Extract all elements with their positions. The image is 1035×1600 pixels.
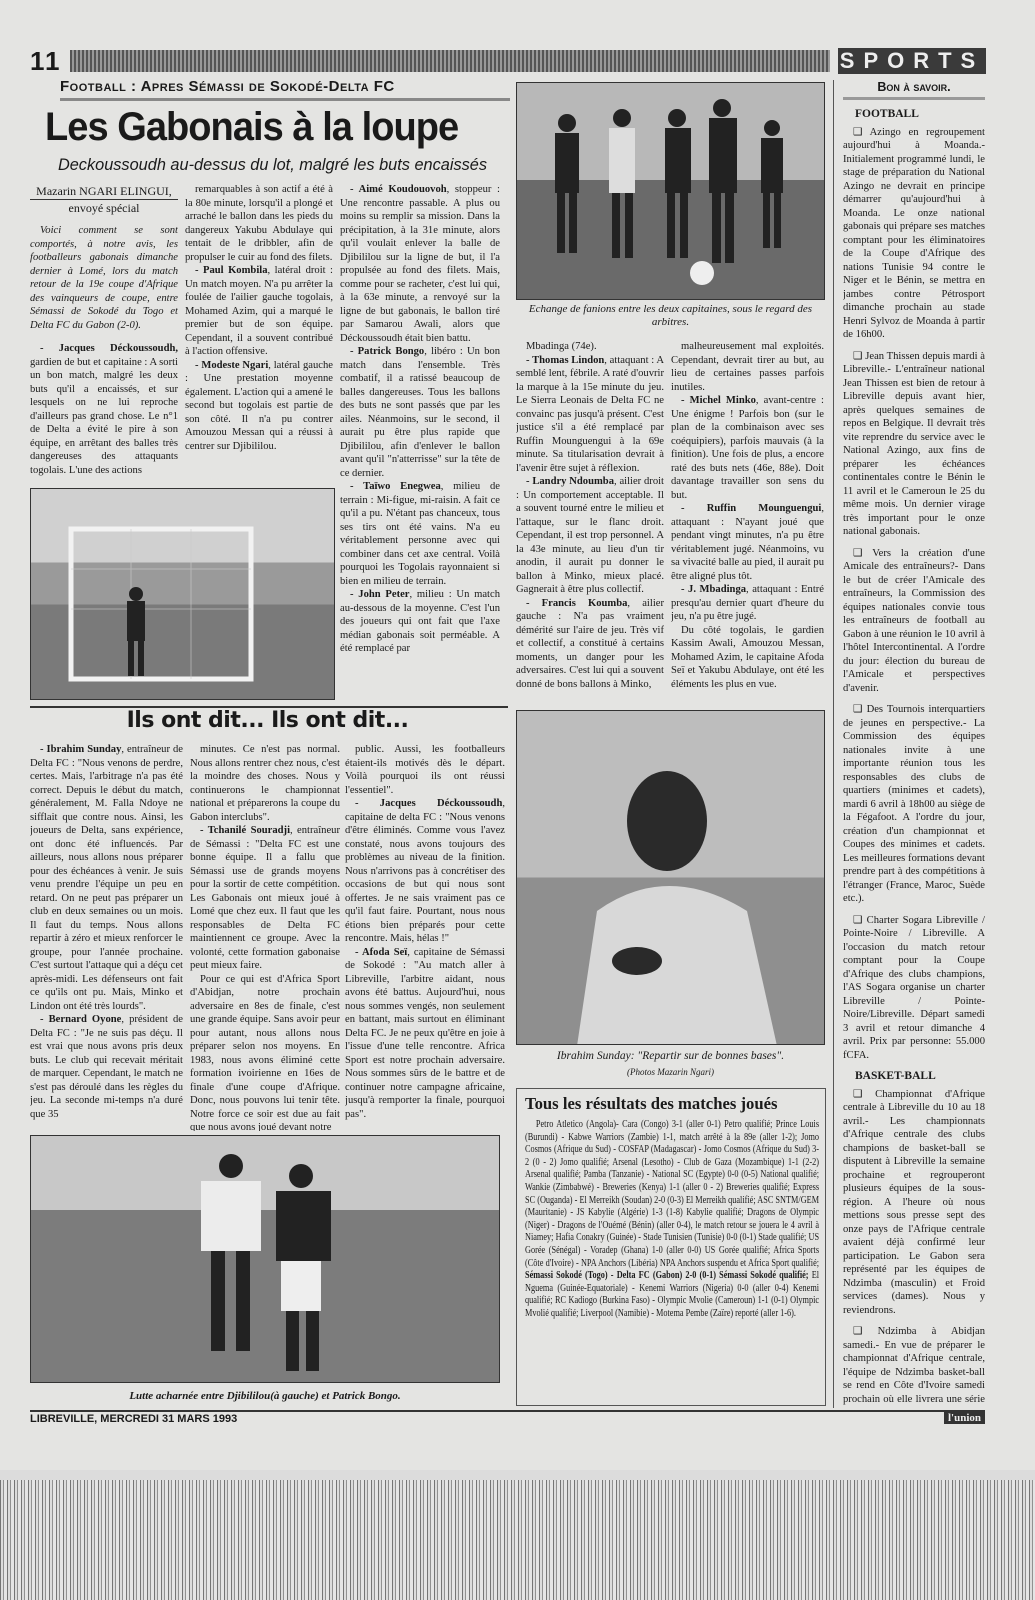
news-brief xyxy=(843,914,985,1063)
paragraph xyxy=(516,475,664,597)
paragraph-text: , libéro : Un bon match dans l'ensemble. Très combatif, il a ratissé beaucoup de balles dangereuses. Tous les ballons des buts ne sont passés que par les ailes. Néanmoins, sur le second, il aurait pu être plus rapide que Djibililou, afin d'enlever le ballon avant qu'il "n'atterrisse" sur la tête de ce dernier. xyxy=(340,346,500,479)
paragraph-text: , stoppeur : Une rencontre passable. A plus ou moins su remplir sa mission. Dans la précipitation, à la 31e minute, alors qu'il voulait enlever la balle de Djibililou sur la ligne de but, il l'a propulsée au fond des filets. Mais, comme pour se racheter, c'est lui qui, à la 63e minute, a renvoyé sur la ligne de but gabonais, le ballon tiré par Samarou Awali, alors que Déckoussoudh était bien battu. xyxy=(340,184,500,344)
paragraph-text: public. Aussi, les footballeurs étaient-ils motivés dès le départ. Voilà pourquoi ils ont réussi l'essentiel". xyxy=(345,744,505,796)
checkbox-square-icon: ❑ xyxy=(853,704,867,715)
brief-text: Vers la création d'une Amicale des entraîneurs?- Dans le but de créer l'Amicale des entraîneurs, la Commission des équipes nationales convie tous les entraîneurs de football au Gabon à une réunion le 10 avril à l'hôtel Intercontinental. A l'ordre du jour: élection du bureau de l'Amicale et perspectives d'avenir. xyxy=(843,547,985,694)
brief-text: Ndzimba à Abidjan samedi.- En vue de préparer le championnat d'Afrique centrale, l'équipe de Ndzimba basket-ball se rend en Côte d'Ivoire samedi prochain où elle livrera une série xyxy=(843,1326,985,1405)
checkbox-square-icon: ❑ xyxy=(853,350,866,362)
results-box xyxy=(516,1088,826,1406)
article-column-3 xyxy=(340,183,500,698)
news-brief xyxy=(843,1325,985,1408)
quotes-column-2 xyxy=(190,743,340,1131)
player-name: - Michel Minko xyxy=(681,395,756,406)
author-role: envoyé spécial xyxy=(68,201,140,215)
section-label: SPORTS xyxy=(839,48,985,73)
player-name: - Taïwo Enegwea xyxy=(350,481,441,492)
results-highlight: Sémassi Sokodé (Togo) - Delta FC (Gabon) 2-0 (0-1) Sémassi Sokodé qualifié; xyxy=(525,1270,809,1282)
masthead-logo: l'union xyxy=(944,1412,985,1424)
player-name: - Francis Koumba xyxy=(526,597,628,609)
paragraph-text: , attaquant : Entré presqu'au dernier quart d'heure du jeu, n'a pu être jugé. xyxy=(671,584,824,622)
news-brief xyxy=(843,126,985,342)
paragraph-text: , entraîneur de Delta FC : "Nous venons de perdre, certes. Mais, l'arbitrage n'a pas été correct. Depuis le début du match, généralement, M. Falla Ndoye ne sifflait que contre nous. Ainsi, les joueurs de Delta, sans expérience, ont donc été influencés. Par ailleurs, nous allons nous préparer pour des échéances à venir. Je suis venu prendre l'équipe un peu en retard. On ne peut pas préparer un club en deux semaines ou un mois. Il faut du temps. Nous allons repartir à zéro et mieux renforcer le groupe, pour l'année prochaine. C'est surtout l'attaque qui a déçu cet après-midi. Les défenseurs ont fait ce qu'ils ont pu. Mais, Minko et Lindon ont été très lourds". xyxy=(30,744,183,1012)
player-name: - John Peter xyxy=(350,589,410,600)
bon-a-savoir-sidebar xyxy=(843,80,985,1408)
paragraph xyxy=(185,359,333,454)
player-name: - Landry Ndoumba xyxy=(526,476,614,487)
brief-text: Azingo en regroupement aujourd'hui à Moanda.- Initialement programmé lundi, le stage de préparation du National Azingo ne devrait en principe démarrer qu'aujourd'hui à Moanda. Le onze national gabonais qui prépare ses matches comptant pour les éliminatoires de la Coupe d'Afrique des nations Tunisie 94 contre le Niger et le Bénin, se mettra en jambes contre Pétrosport dimanche prochain au stade Henri Sylvoz de Moanda à partir de 16h00. xyxy=(843,126,985,340)
player-name: - Paul Kombila xyxy=(195,265,268,276)
paragraph-text: , attaquant : N'ayant joué que pendant vingt minutes, n'a pu être véritablement jugé. Néanmoins, vu sa vivacité balle au pied, il aurait pu être aligné plus tôt. xyxy=(671,503,824,582)
paragraph xyxy=(671,340,824,394)
paragraph-text: , ailier droit : Un comportement acceptable. Il a souvent tourné entre le milieu et l'attaque, sur le flanc droit. Cependant, il est trop personnel. A la 43e minute, au lieu d'un tir anodin, il aurait pu donner le ballon à Minko, mieux placé. Gagnerait à être plus collectif. xyxy=(516,476,664,595)
paragraph xyxy=(30,342,178,477)
paragraph xyxy=(30,743,183,1013)
sidebar-title: Bon à savoir. xyxy=(843,80,985,100)
article-subtitle-text: Deckoussoudh au-dessus du lot, malgré les buts encaissés xyxy=(57,155,488,174)
paragraph xyxy=(340,480,500,588)
paragraph xyxy=(190,973,340,1132)
paragraph-text: , capitaine de delta FC : "Nous venons d'être éliminés. Comme vous l'avez constaté, nous avons toujours des problèmes au niveau de la finition. Nous n'arrivons pas à concrétiser des occasions de but qui nous sont offertes. Je ne sais vraiment pas ce qu'il faut faire. Pourtant, nous nous étions bien préparés pour cette rencontre. Mais, hélas !" xyxy=(345,798,505,944)
player-name: - Modeste Ngari xyxy=(195,359,269,371)
results-list: Petro Atletico (Angola)- Cara (Congo) 3-1 (aller 0-1) Petro qualifié; Prince Louis (Burundi) - Kabwe Warriors (Zambie) 1-1, match arrêté à la 89e (aller 1-2); Jomo Cosmos (Afrique du Sud) - COSFAP (Madagascar) - Jomo Cosmos (Afrique du Sud) 3-2 (0 - 2) Jomo qualifié; Arsenal (Lesotho) - Club de Gaza (Mozambique) 1-1 (2-2) Arsenal qualifié; Pamba (Tanzanie) - National SC (Egypte) 0-0 (0-5) National qualifié; Wankie (Zimbabwé) - Breweries (Kenya) 1-1 (aller 0 - 2) Breweries qualifié; Express SC (Ouganda) - El Merreikh (Soudan) 2-0 (0-3) El Merreikh qualifié; ASC SNTM/GEM (Mauritanie) - JS Kabylie (Algérie) 1-3 (1-8) Kabylie qualifié; Dragons de Olympic (Niger) - Dragons de l'Ouémé (Bénin) (aller 0-4), le match retour se jouera le 4 avril à Niamey; Hafia Conakry (Guinée) - Stade Tunisien (Tunisie) 0-0 (0-1) Stade qualifié; US Gorée (Sénégal) - Voradep (Ghana) 1-0 (aller 0-0) US Gorée qualifié; Africa Sports (Côte d'Ivoire) - NPA Anchors (Libéria) NPA Anchors suspendu et Africa Sport qualifié; xyxy=(525,1119,820,1269)
paragraph xyxy=(671,394,824,502)
player-name: - J. Mbadinga xyxy=(681,584,747,595)
quotes-column-1 xyxy=(30,743,183,1131)
paragraph-text: gardien de but et capitaine : A sorti un bon match, malgré les deux buts qu'il a encaissés, et sur lesquels on ne lui reproche d'ailleurs pas grand chose. Le n°1 de Delta a évité le pire à son équipe, en arrêtant des balles très dangereuses des attaquants togolais. L'une des actions xyxy=(30,356,178,476)
article-title-text: Les Gabonais à la loupe xyxy=(45,105,459,149)
results-title xyxy=(525,1093,817,1115)
checkbox-square-icon: ❑ xyxy=(853,1088,876,1100)
paragraph xyxy=(190,743,340,824)
paragraph xyxy=(340,588,500,656)
paragraph-text: minutes. Ce n'est pas normal. Nous allons rentrer chez nous, c'est la moindre des choses. Nous y continuerons le championnat national et préparerons la coupe du Gabon interclubs". xyxy=(190,744,340,823)
photo-captains-caption: Echange de fanions entre les deux capitaines, sous le regard des arbitres. xyxy=(528,303,813,328)
photo-ibrahim-sunday xyxy=(516,710,825,1045)
paragraph-text: , entraîneur de Sémassi : "Delta FC est une bonne équipe. Il a fallu que Sémassi use de grands moyens pour la sortir de cette compétition. Les Gabonais ont mieux joué à Lomé que chez eux. Il faut que les responsables de Delta FC maintiennent ce groupe. Avec la volonté, cette formation gabonaise peut mieux faire. xyxy=(190,825,340,971)
paragraph-text: , latéral droit : Un match moyen. N'a pu arrêter la foulée de l'ailier gauche togolais, Mohamed Azim, qui a marqué le premier but de son équipe. Cependant, il a souvent contribué à l'action offensive. xyxy=(185,265,333,357)
paragraph xyxy=(671,624,824,692)
checkbox-square-icon: ❑ xyxy=(853,914,867,926)
player-name: - Jacques Déckoussoudh xyxy=(355,798,503,809)
article-column-5 xyxy=(671,340,824,692)
brief-text: Championnat d'Afrique centrale à Libreville du 10 au 18 avril.- Les championnats d'Afrique centrale des clubs champions de basket-ball se disputent à Libreville la semaine prochaine et regrouperont plusieurs équipes de la sous-région. A l'heure où nous mettions sous presse sept des onze pays de l'Afrique centrale avaient déjà confirmé leur participation. Le Gabon sera représenté par les équipes de Ndzimba (masculin) et Froid services (dames). Nous y reviendrons. xyxy=(843,1088,985,1316)
byline xyxy=(30,183,178,216)
paragraph xyxy=(671,502,824,583)
paragraph-text: , président de Delta FC : "Je ne suis pas déçu. Il est vrai que nous avons pris deux buts. Le club qui recevait méritait de marquer. Cependant, le match ne s'est pas déroulé dans les règles du jeu. La seconde mi-temps n'a duré que 35 xyxy=(30,1014,183,1120)
column-divider xyxy=(833,80,834,1408)
paragraph-text: Mbadinga (74e). xyxy=(526,341,597,352)
paragraph-text: Pour ce qui est d'Africa Sport d'Abidjan, notre prochain adversaire en 8es de finale, c'est une grande équipe. Sans avoir peur pour autant, nous allons nous préparer selon nos moyens. En 1983, nous avons éliminé cette formation ivoirienne en 16es de finale d'une coupe d'Afrique. Donc, nous pouvons lui tenir tête. Notre force ce soir est due au fait que nous avons joué devant notre xyxy=(190,973,340,1131)
paragraph-text: , milieu : Un match au-dessous de la moyenne. C'est l'un des joueurs qui ont fait que l'axe médian gabonais soit perméable. A été remplacé par xyxy=(340,589,500,654)
paragraph xyxy=(516,340,664,354)
scan-edge-noise xyxy=(0,1480,1035,1600)
paragraph xyxy=(345,743,505,797)
paragraph-text: , attaquant : A semblé lent, fébrile. A raté d'ouvrir la marque à la 15e minute du jeu. Le Sierra Leonais de Delta FC ne convainc pas jusqu'à présent. C'est justice s'il a été remplacé par Ruffin Mounguengui à la 69e minute. Sa titularisation devrait à l'avenir être sujet à réflexion. xyxy=(516,354,664,474)
article-column-4 xyxy=(516,340,664,692)
paragraph xyxy=(185,264,333,359)
photo-captains-pennant-exchange xyxy=(516,82,825,300)
ils-ont-dit-heading: Ils ont dit... Ils ont dit... xyxy=(126,708,409,733)
dateline: LIBREVILLE, MERCREDI 31 MARS 1993 xyxy=(30,1413,238,1425)
paragraph xyxy=(345,797,505,946)
player-name: - Ibrahim Sunday xyxy=(40,744,122,755)
photo-goalkeeper xyxy=(30,488,335,700)
photo-duel-caption: Lutte acharnée entre Djibililou(à gauche) et Patrick Bongo. xyxy=(129,1390,401,1402)
paragraph-text: , latéral gauche : Une prestation moyenne également. L'action qui a amené le second but togolais est partie de son côté. Il n'a pu contrer Amouzou Messan qui a réussi à centrer sur Djibililou. xyxy=(185,359,333,452)
paragraph-text: Du côté togolais, le gardien Kassim Awali, Amouzou Messan, Mohamed Azim, le capitaine Afoda Seï et Yakubu Abdulaye, ont été les éléments les plus en vue. xyxy=(671,624,824,690)
paragraph xyxy=(516,354,664,476)
player-name: - Ruffin Mounguengui xyxy=(681,503,822,514)
article-column-2 xyxy=(185,183,333,478)
brief-text: Jean Thissen depuis mardi à Libreville.- L'entraîneur national Jean Thissen est bien de retour à Libreville depuis avant hier, après quelques semaines de repos en Belgique. Il devrait très vite reprendre du service avec le National Azingo, aux fins de préparer les échéances continentales contre le Bénin le 11 avril et le Cameroun le 25 du même mois. Un dernier virage très important pour le onze national gabonais. xyxy=(843,350,985,537)
paragraph-text: malheureusement mal exploités. Cependant, devrait tirer au but, au lieu de certaines passes parfois inutiles. xyxy=(671,341,824,393)
coach-image xyxy=(517,711,825,1045)
sidebar-section-basketball: BASKET-BALL xyxy=(855,1070,936,1082)
page-number: 11 xyxy=(30,46,70,74)
news-brief xyxy=(843,703,985,906)
results-title-text: Tous les résultats des matches joués xyxy=(525,1094,778,1113)
paragraph xyxy=(671,583,824,624)
player-name: - Thomas Lindon xyxy=(526,354,605,366)
player-name: - Jacques Déckoussoudh, xyxy=(40,343,178,354)
photo-duel xyxy=(30,1135,500,1383)
player-name: - Aimé Koudouovoh xyxy=(350,184,447,195)
paragraph xyxy=(516,597,664,692)
player-name: - Patrick Bongo xyxy=(350,346,425,357)
page-footer xyxy=(30,1410,985,1424)
paragraph-text: remarquables à son actif a été à la 80e minute, lorsqu'il a plongé et arraché le ballon dans les pieds du dangereux Yakubu Abdulaye qui tentait de le dribbler, afin de propulser le cuir au fond des filets. xyxy=(185,184,333,263)
news-brief xyxy=(843,547,985,696)
quotes-column-3 xyxy=(345,743,505,1131)
article-column-1 xyxy=(30,183,178,478)
checkbox-square-icon: ❑ xyxy=(853,1326,878,1337)
paragraph-text: , capitaine de Sémassi de Sokodé : "Au match aller à Libreville, l'arbitre aidant, nous avons été battus. Aujourd'hui, nous nous sommes vengés, non seulement en battant, mais surtout en éliminant Delta FC. Je ne peux qu'être en joie à l'issue d'une telle rencontre. Africa Sport est notre prochain adversaire. Nous sommes sûrs de le battre et de continuer notre campagne africaine, jusqu'à remporter la finale, pourquoi pas". xyxy=(345,946,505,1120)
paragraph-text: , avant-centre : Une énigme ! Parfois bon (sur le plan de la combinaison avec ses coéquipiers), parfois mauvais (à la finition). Une fois de plus, a encore raté des buts nets (46e, 88e). Doit davantage travailler son sens du but. xyxy=(671,395,824,501)
players-image xyxy=(517,83,825,300)
paragraph xyxy=(190,824,340,973)
paragraph xyxy=(345,946,505,1122)
player-name: - Tchanilé Souradji xyxy=(200,825,291,836)
goal-image xyxy=(31,489,335,700)
results-list-continued: El Nguema (Guinée-Equatoriale) - Kenemi Warriors (Nigeria) 0-0 (aller 0-4) Kenemi qualifié; RC Kadiogo (Burkina Faso) - Olympic Mvolie (Cameroun) 1-1 (0-1) Olympic Mvolié qualifié; Liverpool (Namibie) - Motema Pembe (Zaïre) reporté (aller 1-6). xyxy=(525,1270,820,1319)
paragraph xyxy=(30,1013,183,1121)
news-brief xyxy=(843,1088,985,1318)
paragraph-text: , ailier gauche : N'a pas vraiment démérité sur l'aire de jeu. Très vif et collectif, a constitué à certains moments, un danger pour les adversaires. C'est lui qui a souvent donné de bons ballons à Minko, xyxy=(516,597,664,690)
paragraph xyxy=(340,183,500,345)
brief-text: Des Tournois interquartiers de jeunes en perspective.- La Commission des équipes nationales invite à une importante réunion tous les responsables des clubs de quartiers (minimes et cadets), mardi 6 avril à 18h00 au siège de la Fégafoot. A l'ordre du jour, création d'un championnat et Coupes des minimes et cadets. Les meilleures formations devant prendre part à des compétitions à l'étranger (France, Maroc, Suède etc.). xyxy=(843,704,985,904)
article-subtitle xyxy=(35,154,510,176)
photo-credit: (Photos Mazarin Ngari) xyxy=(626,1067,714,1077)
news-brief xyxy=(843,350,985,539)
checkbox-square-icon: ❑ xyxy=(853,126,870,138)
paragraph-text: , milieu de terrain : Mi-figue, mi-raisin. A fait ce qu'il a pu. N'étant pas chanceux, tous ses tirs ont été vains. N'a eu véritablement personne avec qui combiner dans cet axe central. Voilà pourquoi les Togolais rayonnaient si bien en milieu de terrain. xyxy=(340,481,500,587)
article-intro: Voici comment se sont comportés, à notre avis, les footballeurs gabonais dimanche dernier à Lomé, lors du match retour de la 19e coupe d'Afrique des vainqueurs de coupe, entre Sémassi de Sokodé du Togo et Delta FC du Gabon (2-0). xyxy=(30,225,178,331)
author-name: Mazarin NGARI ELINGUI, xyxy=(30,183,178,200)
paragraph xyxy=(340,345,500,480)
sidebar-section-football: FOOTBALL xyxy=(855,108,919,120)
player-name: - Afoda Seï xyxy=(355,946,408,958)
paragraph xyxy=(185,183,333,264)
header-rule xyxy=(30,50,830,72)
brief-text: Charter Sogara Libreville / Pointe-Noire / Libreville. A l'occasion du match retour comptant pour la Coupe d'Afrique des clubs champions, l'AS Sogara organise un charter Libreville / Pointe-Noire/Libreville. Départ samedi 3 avril et retour dimanche 4 avril. Prix par personne: 55.000 fCFA. xyxy=(843,914,985,1061)
photo-sunday-caption: Ibrahim Sunday: "Repartir sur de bonnes bases". xyxy=(556,1050,785,1062)
player-name: - Bernard Oyone xyxy=(40,1014,122,1025)
duel-image xyxy=(31,1136,500,1383)
checkbox-square-icon: ❑ xyxy=(853,547,873,559)
kicker-rule xyxy=(60,98,510,101)
results-text xyxy=(525,1119,819,1321)
article-title xyxy=(45,104,510,150)
article-kicker: Football : Apres Sémassi de Sokodé-Delta FC xyxy=(60,78,395,95)
